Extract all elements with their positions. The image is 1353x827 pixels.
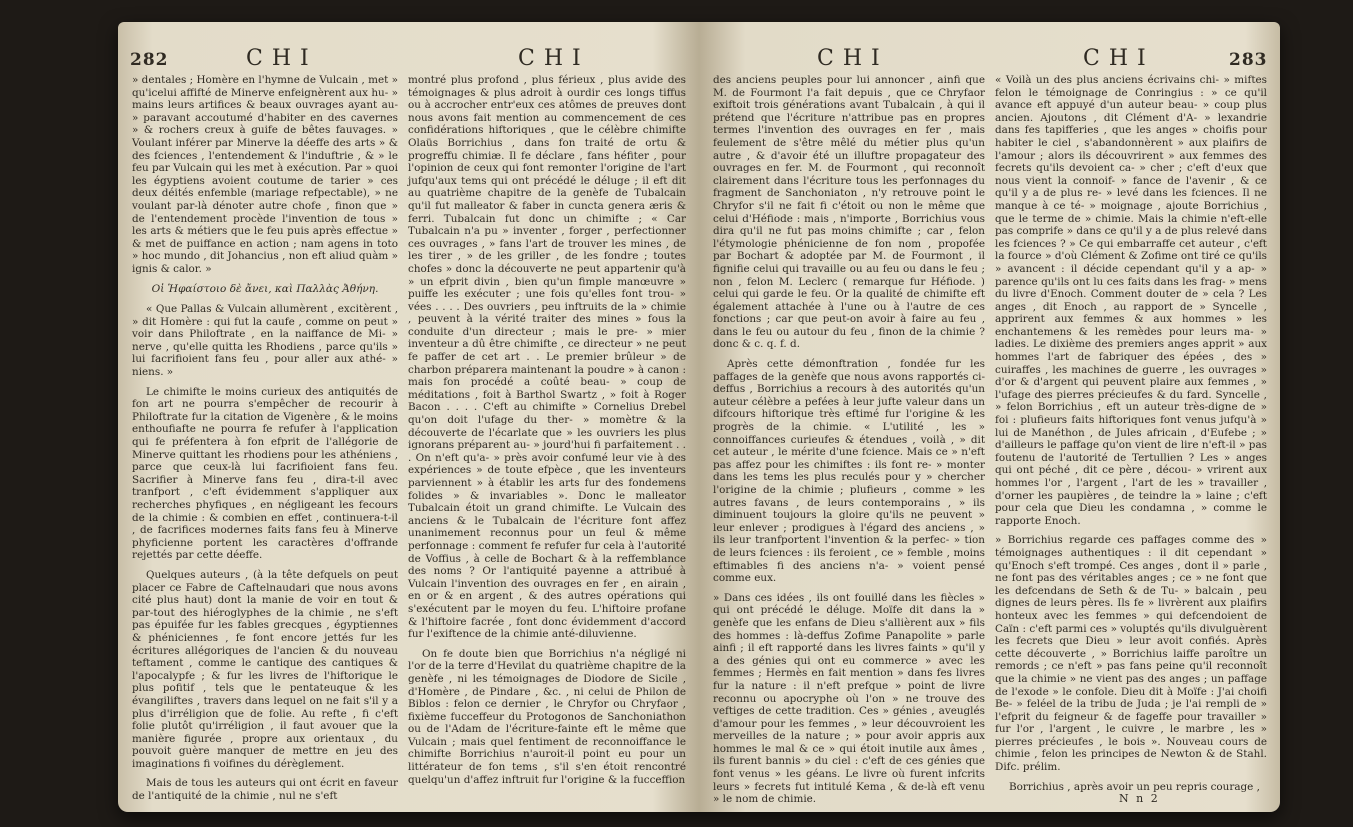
paragraph: « Voilà un des plus anciens écrivains chi- » miftes felon le témoignage de Conringius : » ce qu'il avance eft appuyé d'un auteur beau- » coup plus ancien. Ajoutons , dit Clément d'A- » lexandrie dans fes tapifferies , que les anges » choifis pour habiter le ciel , s'abandonnèrent » aux plaifirs de l'amour ; alors ils découvrirent » aux femmes des fecrets qu'ils devoient ca- » cher ; c'eft d'eux que nous vient la connoif- » fance de l'avenir , & ce qu'il y a de plus re- » levé dans les fciences. Il ne manque à ce té- » moignage , ajoute Borrichius , que le terme de » chimie. Mais la chimie n'eft-elle pas comprife » dans ce qu'il y a de plus relevé dans les fciences ? » Ce qui embarraffe cet auteur , c'eft la fource » d'où Clément & Zofime ont tiré ce qu'ils » avancent : il décide cependant qu'il y a ap- » parence qu'ils ont lu ces faits dans les frag- » mens du livre d'Enoch. Comment douter de » cela ? Les anges , dit Enoch , au rapport de » Syncelle , apprirent aux femmes & aux hommes » les enchantemens & les remèdes pour leurs ma- » ladies. Le dixième des premiers anges apprit » aux hommes l'art de fabriquer des épées , des » cuiraffes , les machines de guerre , les ouvrages » d'or & d'argent qui peuvent plaire aux femmes , » l'ufage des pierres précieufes & du fard. Syncelle , » felon Borrichius , eft un auteur très-digne de » foi : plufieurs faits hiftoriques font venus jufqu'à » lui de Manéthon , de Jules africain , d'Eufebe ; » d'ailleurs le paffage qu'on vient de lire n'eft-il » pas foutenu de l'autorité de Tertullien ? Les » anges qui ont péché , dit ce père , décou- » vrirent aux hommes l'or , l'argent , l'art de les » travailler , d'orner les paupières , de teindre la » laine ; c'eft pour cela que Dieu les condamna , » comme le rapporte Enoch. [995, 74, 1267, 527]
left-page-column-1 [132, 74, 398, 803]
paragraph: » Dans ces idées , ils ont fouillé dans les fiècles » qui ont précédé le déluge. Moïfe dit dans la » genèfe que les enfans de Dieu s'allièrent aux » fils des hommes : là-deffus Zofime Panapolite » parle ainfi ; il eft rapporté dans les livres faints » qu'il y a des génies qui ont eu commerce » avec les femmes ; Hermès en fait mention » dans fes livres fur la nature : il n'eft prefque » point de livre reconnu ou apocryphe où l'on » ne trouve des veftiges de cette tradition. Ces » génies , aveuglés d'amour pour les femmes , » leur découvroient les merveilles de la nature ; » pour avoir appris aux hommes le mal & ce » qui étoit inutile aux âmes , ils furent bannis » du ciel : c'eft de ces génies que font venus » les géans. Le livre où furent infcrits leurs » fecrets fut intitulé Kema , & de-là eft venu » le nom de chimie. [713, 591, 985, 806]
paragraph: Mais de tous les auteurs qui ont écrit en faveur de l'antiquité de la chimie , nul ne s'eft [132, 777, 398, 803]
open-book [118, 22, 1280, 812]
running-head-left-col2: CHI [518, 46, 590, 71]
paragraph: « Que Pallas & Vulcain allumèrent , excitèrent , » dit Homère : qui fut la caufe , comme on peut » voir dans Philoftrate , en la naiffance de Mi- » nerve , qu'elle quitta les Rhodiens , parce qu'ils » lui facrifioient fans feu , pour aller aux athé- » niens. » [132, 303, 398, 379]
right-page-column-1 [713, 74, 985, 806]
paragraph: montré plus profond , plus férieux , plus avide des témoignages & plus adroit à ourdir ces longs tiffus ou à accrocher entr'eux ces atômes de preuves dont nous avons fait mention au commencement de ces confidérations hiftoriques , que le célèbre chimifte Olaüs Borrichius , dans fon traité de ortu & progreffu chimiæ. Il fe déclare , fans héfiter , pour l'opinion de ceux qui font remonter l'origine de l'art jufqu'aux tems qui ont précédé le déluge ; il eft dit au quatrième chapitre de la genèfe de Tubalcain qu'il fut malleator & faber in cuncta genera æris & ferri. Tubalcain fut donc un chimifte ; « Car Tubalcain n'a pu » inventer , forger , perfectionner ces ouvrages , » fans l'art de trouver les mines , de les tirer , » de les griller , de les fondre ; toutes chofes » donc la découverte ne peut appartenir qu'à » un efprit divin , bien qu'un fimple manœuvre » puiffe les exécuter ; une fois qu'elles font trou- » vées . . . . Des ouvriers , peu inftruits de la » chimie , peuvent à la vérité traiter des mines » fous la conduite d'un directeur ; mais le pre- » mier inventeur a dû être chimifte , ce directeur » ne peut fe paffer de cet art . . Le premier brûleur » de charbon préparera maintenant la poudre » à canon : mais fon procédé a coûté beau- » coup de méditations , foit à Barthol Swartz , » foit à Roger Bacon . . . . C'eft au chimifte » Cornelius Drebel qu'on doit l'ufage du ther- » momètre & la découverte de l'écarlate que » les ouvriers les plus ignorans préparent au- » jourd'hui fi parfaitement . . . On n'eft qu'a- » près avoir confumé leur vie à des expériences » de toute efpèce , que les inventeurs parviennent » à établir les arts fur des fondemens folides » & invariables ». Donc le malleator Tubalcain étoit un grand chimifte. Le Vulcain des anciens & le Tubalcain de l'écriture font affez unanimement reconnus pour un feul & même perfonnage : comment fe refufer fur cela à l'autorité de Voffius , à celle de Bochart & à la reffemblance des noms ? Or l'antiquité payenne a attribué à Vulcain l'invention des ouvrages en fer , en airain , en or & en argent , & des autres opérations qui s'exécutent par le moyen du feu. L'hiftoire profane & l'hiftoire facrée , font donc évidemment d'accord fur l'exiftence de la chimie anté-diluvienne. [408, 74, 686, 641]
page-number-left: 282 [130, 50, 169, 70]
paragraph: Le chimifte le moins curieux des antiquités de fon art ne pourra s'empêcher de recourir à Philoftrate fur la citation de Vigenère , & le moins enthoufiafte ne pourra fe refufer à l'application qui fe préfentera à fon efprit de l'allégorie de Minerve quittant les rhodiens pour les athéniens , parce que ceux-là lui facrifioient fans feu. Sacrifier à Minerve fans feu , dira-t-il avec tranfport , c'eft évidemment s'appliquer aux recherches phyfiques , en négligeant les fecours de la chimie : & combien en effet , continuera-t-il , de facrifices modernes faits fans feu à Minerve phyficienne portent les caractères d'offrande rejettés par cette déeffe. [132, 385, 398, 562]
paragraph: Après cette démonftration , fondée fur les paffages de la genèfe que nous avons rapportés ci-deffus , Borrichius a recours à des autorités qu'un auteur célèbre a pefées à leur jufte valeur dans un difcours hiftorique très eftimé fur l'origine & les progrès de la chimie. « L'utilité , les » connoiffances curieufes & étendues , voilà , » dit cet auteur , le mérite d'une fcience. Mais ce » n'eft pas affez pour les chimiftes : ils font re- » monter dans les tems les plus reculés pour y » chercher l'origine de la chimie ; plufieurs , comme » les autres favans , de leurs contemporains , » ils diminuent toujours la gloire qu'ils ne peuvent » leur enlever ; prodigues à l'égard des anciens , » ils leur tranfportent l'invention & la perfec- » tion de leurs fciences : ils feroient , ce » femble , moins eftimables fi des anciens n'a- » voient pensé comme eux. [713, 358, 985, 585]
paragraph: Quelques auteurs , (à la tête defquels on peut placer ce Fabre de Caftelnaudari que nous avons cité plus haut) dont la manie de voir en tout & par-tout des hiéroglyphes de la chimie , ne s'eft pas épuifée fur les fables grecques , égyptiennes & phéniciennes , fe font encore jettés fur les écritures allégoriques de l'ancien & du nouveau teftament , comme le cantique des cantiques & l'apocalypfe ; & fur les livres de l'hiftorique le plus pofitif , tels que le pentateuque & les évangiliftes , travers dans lequel on ne fait s'il y a plus d'irréligion que de folie. Au refte , fi c'eft folie plutôt qu'irréligion , il faut avouer que la manière figurée , propre aux orientaux , du pouvoit guère manquer de mettre en jeu des imaginations fi voifines du dérèglement. [132, 568, 398, 770]
left-page-column-2 [408, 74, 686, 789]
running-head-left-col1: CHI [246, 46, 318, 71]
right-page [699, 22, 1280, 812]
running-head-right-col1: CHI [817, 46, 889, 71]
paragraph: » Borrichius regarde ces paffages comme des » témoignages authentiques : il dit cependant » qu'Enoch s'eft trompé. Ces anges , dont il » parle , ne font pas des véritables anges ; ce » ne font que les defcendans de Seth & de Tu- » balcain , peu dignes de leurs pères. Ils fe » livrèrent aux plaifirs honteux avec les femmes » qui defcendoient de Caïn : c'eft parmi ces » voluptés qu'ils divulguèrent les fecrets que Dieu » leur avoit confiés. Après cette découverte , » Borrichius laiffe paroître un remords ; ce n'eft » pas fans peine qu'il reconnoît que la chimie » ne vient pas des anges ; un paffage de l'exode » le confole. Dieu dit à Moïfe : J'ai choifi Be- » feléel de la tribu de Juda ; je l'ai rempli de » l'efprit du feigneur & de fageffe pour travailler » fur l'or , l'argent , le cuivre , le marbre , les » pierres précieufes , le bois ». Nouveau cours de chimie , felon les principes de Newton & de Stahl. Difc. prélim. [995, 534, 1267, 774]
paragraph: des anciens peuples pour lui annoncer , ainfi que M. de Fourmont l'a fait depuis , que ce Chryfaor exiftoit trois générations avant Tubalcain , à qui il prétend que l'écriture n'attribue pas en propres termes l'invention des ouvrages en fer , mais feulement de s'être mêlé du métier plus qu'un autre , & d'avoir été un illuftre propagateur des ouvrages en fer. M. de Fourmont , qui reconnoît clairement dans l'écriture tous les perfonnages du fragment de Sanchoniaton , n'y retrouve point le Chryfor s'il ne fait fi c'étoit ou non le même que celui d'Héfiode : mais , n'importe , Borrichius vous dira qu'il ne fut pas moins chimifte ; car , felon l'étymologie phénicienne de fon nom , propofée par Bochart & adoptée par M. de Fourmont , il fignifie celui qui travaille ou au feu ou dans le feu ; non , felon M. Leclerc ( remarque fur Héfiode. ) celui qui garde le feu. Or la qualité de chimifte eft également attachée à l'une ou à l'autre de ces fonctions ; car que peut-on avoir à faire au feu , dans le feu ou autour du feu , finon de la chimie ? donc & c. q. f. d. [713, 74, 985, 351]
greek-verse: Οἱ Ἡφαίστοιο δὲ ἄνει, καὶ Παλλὰς Ἀθήνη. [151, 282, 379, 295]
running-head-right-col2: CHI [1083, 46, 1155, 71]
left-page [118, 22, 699, 812]
page-number-right: 283 [1229, 50, 1268, 70]
paragraph: » dentales ; Homère en l'hymne de Vulcain , met » qu'icelui affifté de Minerve enfeignèrent aux hu- » mains leurs artifices & beaux ouvrages ayant au- » paravant accoutumé d'habiter en des cavernes » & rochers creux à guife de bêtes fauvages. » Voulant inférer par Minerve la déeffe des arts » & des fciences , l'entendement & l'induftrie , & » le feu par Vulcain qui les met à exécution. Par » quoi les égyptiens avoient coutume de tarier » ces deux déités enfemble (mariage refpectable), » ne voulant par-là dénoter autre chofe , finon que » de l'entendement procède l'invention de tous » les arts & métiers que le feu puis après effectue » & met de puiffance en action ; nam agens in toto » hoc mundo , dit Johancius , non eft aliud quàm » ignis & calor. » [132, 74, 398, 275]
paragraph: Borrichius , après avoir un peu repris courage , [1009, 780, 1260, 793]
paragraph: On fe doute bien que Borrichius n'a négligé ni l'or de la terre d'Hevilat du quatrième chapitre de la genèfe , ni les témoignages de Diodore de Sicile , d'Homère , de Pindare , &c. , ni celui de Philon de Biblos : felon ce dernier , le Chryfor ou Chryfaor , fixième fucceffeur du Protogonos de Sanchoniathon ou de l'Adam de l'écriture-fainte eft le même que Vulcain ; mais quel fentiment de reconnoiffance le chimifte Borrichius n'auroit-il point eu pour un littérateur de fon tems , s'il s'en étoit rencontré quelqu'un d'affez inftruit fur l'origine & la fucceffion [408, 647, 686, 786]
signature-mark: N n 2 [1119, 792, 1160, 805]
right-page-column-2 [995, 74, 1267, 793]
